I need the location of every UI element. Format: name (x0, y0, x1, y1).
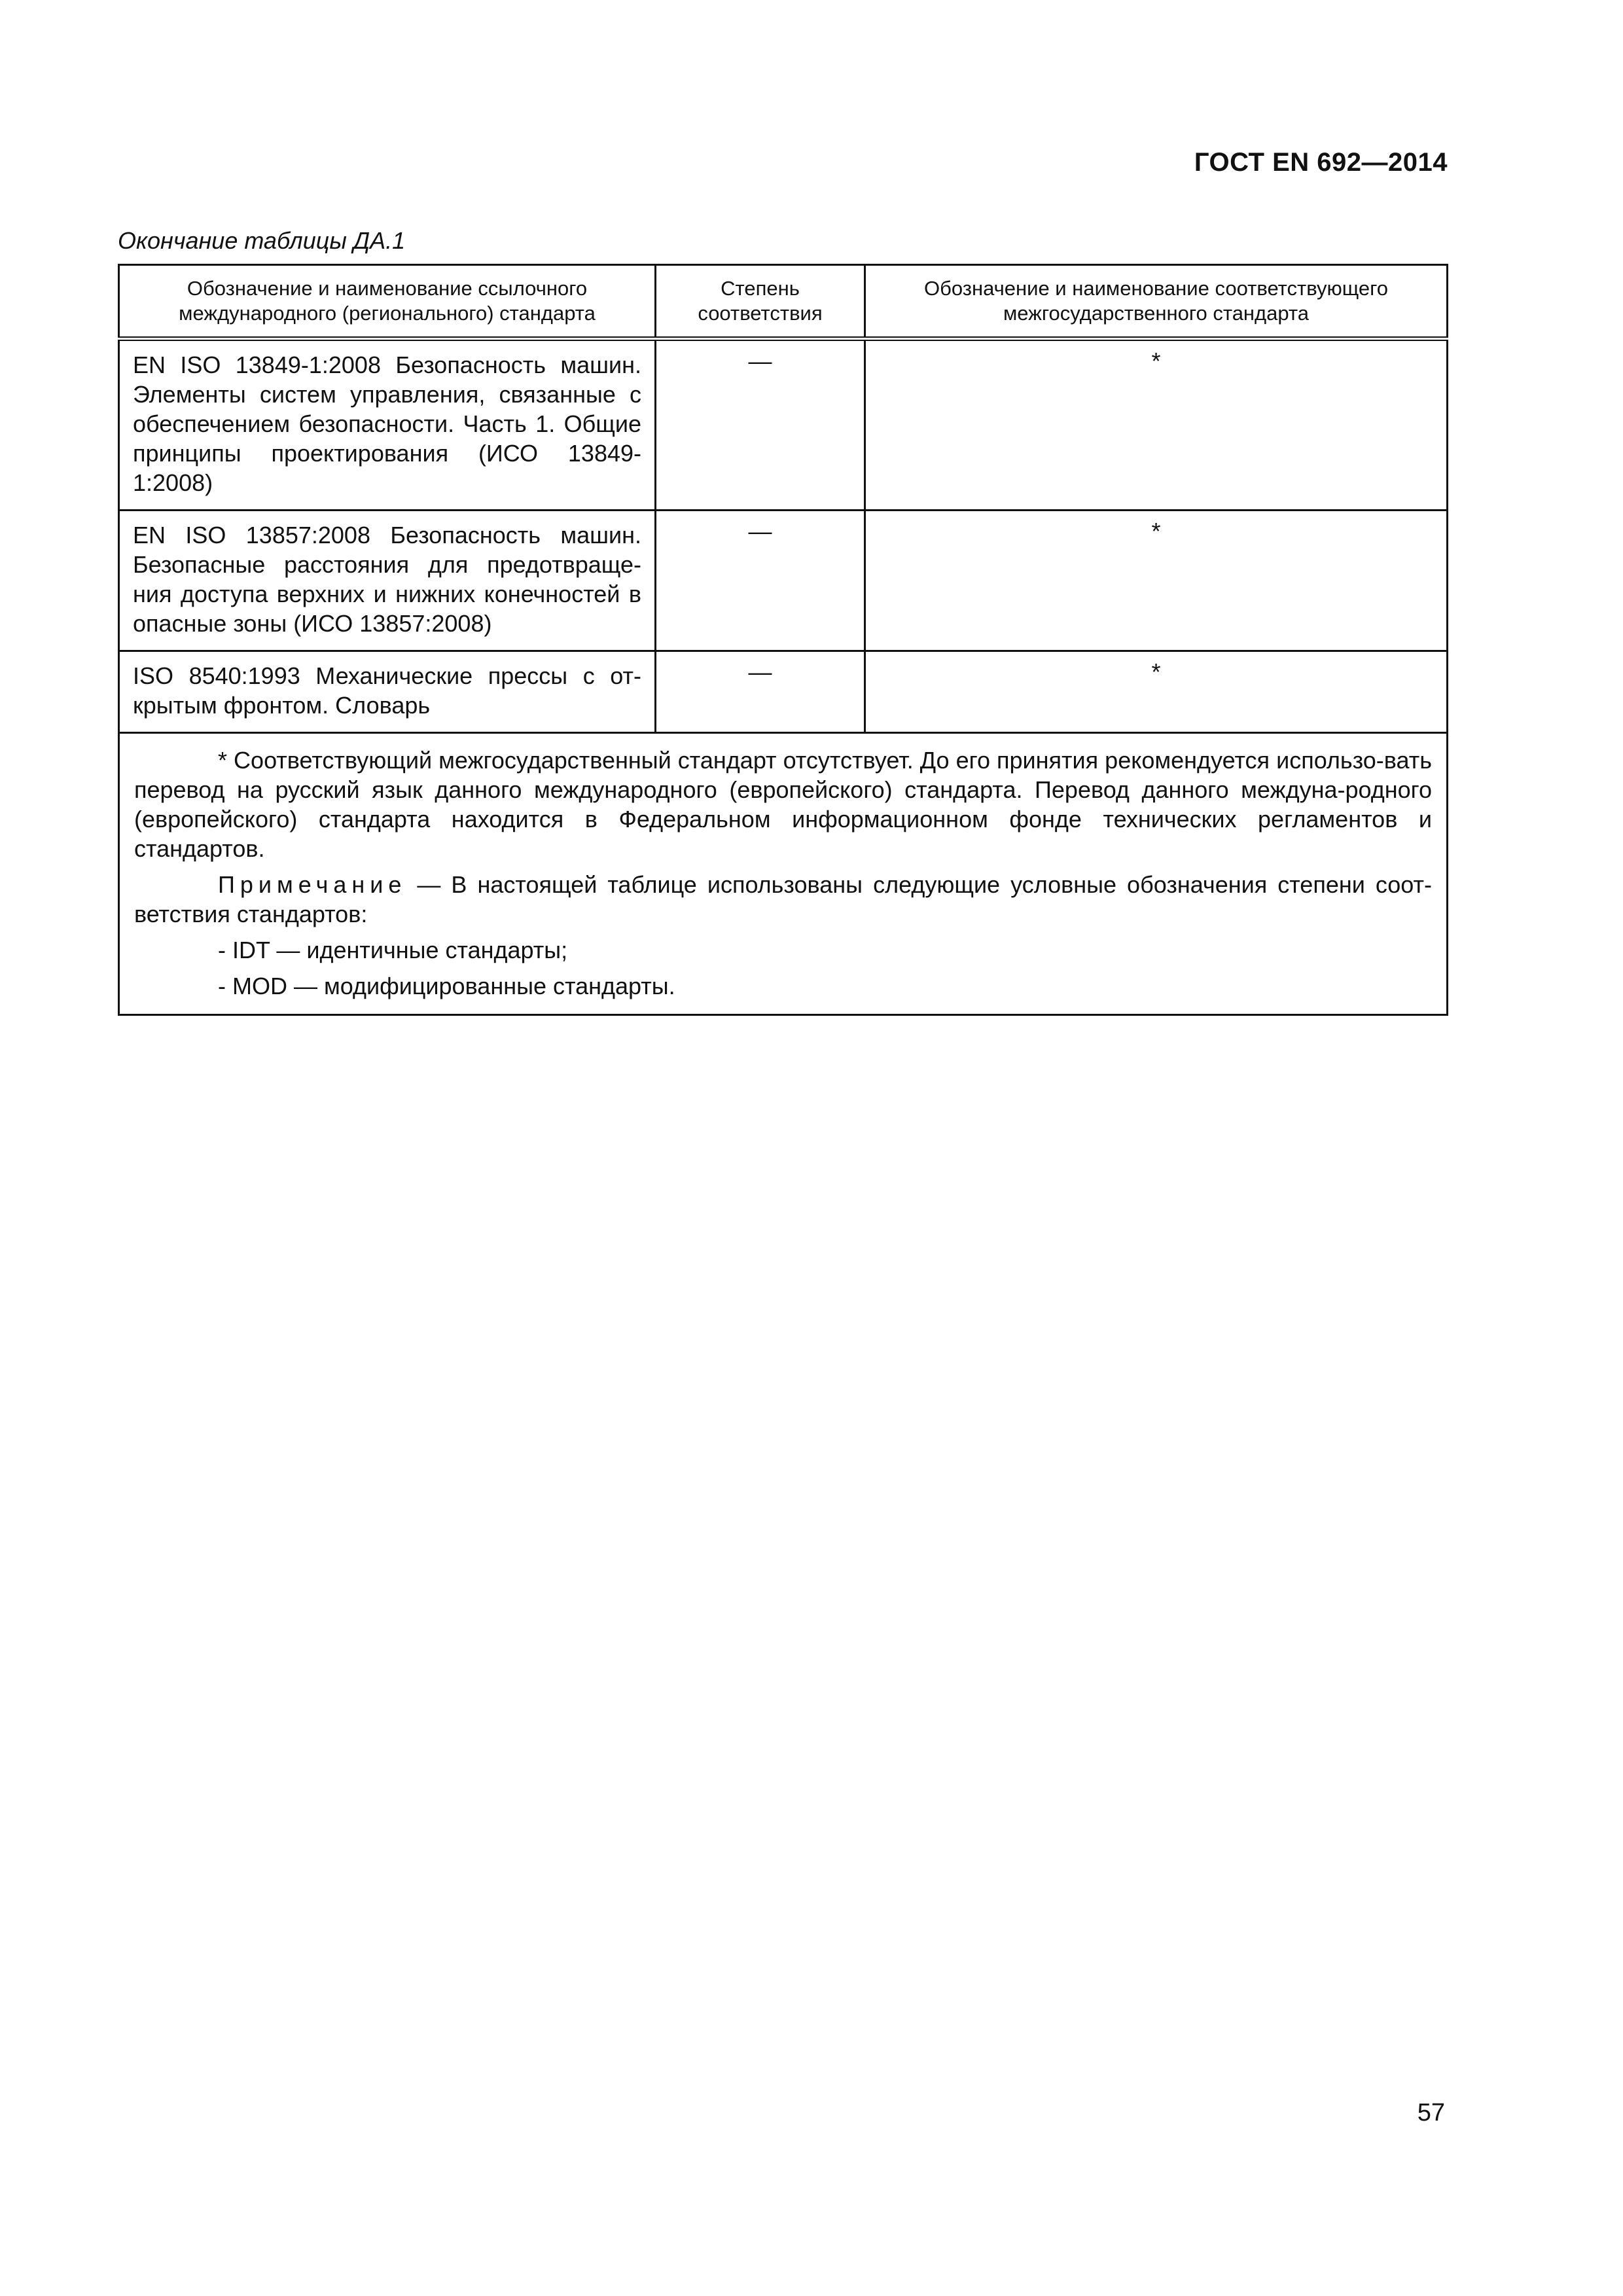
interstate-standard-cell: * (865, 511, 1448, 651)
reference-standards-table (118, 264, 1448, 1016)
table-footnote-row (119, 733, 1448, 1015)
note-paragraph (134, 870, 1432, 929)
reference-standard-cell: ISO 8540:1993 Механические прессы с от-крытым фронтом. Словарь (119, 651, 656, 733)
note-label: Примечание (218, 871, 407, 898)
table-row (119, 339, 1448, 511)
degree-cell: — (656, 339, 865, 511)
column-header-degree: Степень соответствия (656, 265, 865, 339)
reference-standard-cell: EN ISO 13849-1:2008 Безопасность машин. Элементы систем управления, связанные с обеспечением безопасности. Часть 1. Общие принципы проектирования (ИСО 13849-1:2008) (119, 339, 656, 511)
degree-cell: — (656, 651, 865, 733)
table-header-row (119, 265, 1448, 339)
interstate-standard-cell: * (865, 651, 1448, 733)
table-row (119, 511, 1448, 651)
table-caption: Окончание таблицы ДА.1 (118, 227, 406, 254)
note-item-idt: - IDT — идентичные стандарты; (218, 937, 568, 963)
document-code: ГОСТ EN 692—2014 (1194, 148, 1448, 177)
page-number: 57 (1417, 2099, 1445, 2126)
note-text: — В настоящей таблице использованы следующие условные обозначения степени соот-ветствия стандартов: (134, 871, 1432, 927)
degree-cell: — (656, 511, 865, 651)
interstate-standard-cell: * (865, 339, 1448, 511)
reference-standard-cell: EN ISO 13857:2008 Безопасность машин. Безопасные расстояния для предотвраще-ния доступа верхних и нижних конечностей в опасные зоны (ИСО 13857:2008) (119, 511, 656, 651)
column-header-interstate-standard: Обозначение и наименование соответствующего межгосударственного стандарта (865, 265, 1448, 339)
footnote-cell (119, 733, 1448, 1015)
footnote-text: * Соответствующий межгосударственный стандарт отсутствует. До его принятия рекомендуется использо-вать перевод на русский язык данного международного (европейского) стандарта. Перевод данного междуна-родного (европейского) стандарта находится в Федеральном информационном фонде технических регламентов и стандартов. (134, 747, 1432, 862)
table-row (119, 651, 1448, 733)
note-item-mod: - MOD — модифицированные стандарты. (218, 973, 675, 999)
column-header-reference-standard: Обозначение и наименование ссылочного международного (регионального) стандарта (119, 265, 656, 339)
